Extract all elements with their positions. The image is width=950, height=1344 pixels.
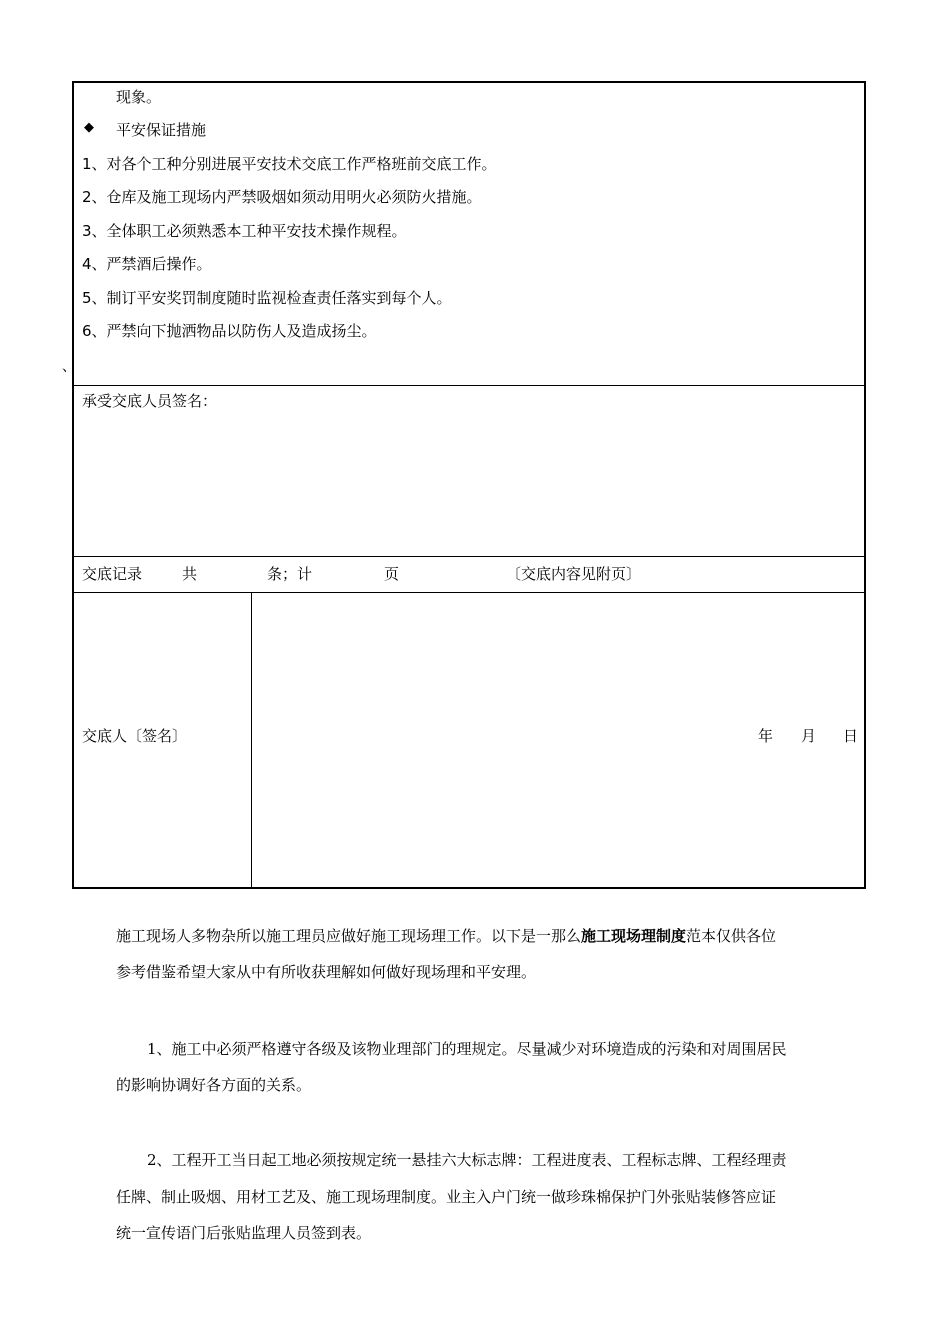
diamond-bullet-icon: ◆ [84,120,94,135]
safety-heading: 平安保证措施 [116,121,207,139]
date-month: 月 [801,727,817,745]
intro-text-part2: 范本仅供各位 [686,927,777,945]
margin-mark: 、 [62,359,76,375]
item1-line-2: 的影响协调好各方面的关系。 [116,1076,312,1094]
safety-item: 1、对各个工种分别进展平安技术交底工作严格班前交底工作。 [82,155,497,173]
signer-label: 交底人〔签名〕 [82,727,188,745]
safety-item: 4、严禁酒后操作。 [82,255,212,273]
date-year: 年 [758,727,774,745]
signer-section [74,592,864,887]
disclosure-record-row [74,556,864,593]
intro-line-1 [116,919,776,953]
column-divider [251,592,252,887]
record-label: 交底记录 [82,565,143,583]
item2-line-1: 2、工程开工当日起工地必须按规定统一悬挂六大标志牌：工程进度表、工程标志牌、工程经理责 [147,1151,787,1169]
safety-item: 5、制订平安奖罚制度随时监视检查责任落实到每个人。 [82,289,452,307]
item2-line-2: 任牌、制止吸烟、用材工艺及、施工现场理制度。业主入户门统一做珍珠棉保护门外张贴装修答应证 [116,1188,777,1206]
intro-bold-title: 施工现场理制度 [581,927,687,945]
continued-text: 现象。 [116,88,162,106]
safety-measures-section [74,83,864,386]
date-day: 日 [843,727,859,745]
intro-text-part1: 施工现场人多物杂所以施工理员应做好施工现场理工作。以下是一那么 [116,927,582,945]
receiver-signature-section [74,385,864,557]
item2-line-3: 统一宣传语门后张贴监理人员签到表。 [116,1224,372,1242]
record-items: 条；计 [267,565,313,583]
safety-item: 6、严禁向下抛洒物品以防伤人及造成扬尘。 [82,322,377,340]
safety-item: 2、仓库及施工现场内严禁吸烟如须动用明火必须防火措施。 [82,188,482,206]
record-total: 共 [182,565,198,583]
record-pages: 页 [384,565,400,583]
item1-line-1: 1、施工中必须严格遵守各级及该物业理部门的理规定。尽量减少对环境造成的污染和对周围居民 [147,1040,787,1058]
record-note: 〔交底内容见附页〕 [506,565,642,583]
intro-line-2: 参考借鉴希望大家从中有所收获理解如何做好现场理和平安理。 [116,963,537,981]
receiver-signature-label: 承受交底人员签名： [82,392,218,410]
safety-item: 3、全体职工必须熟悉本工种平安技术操作规程。 [82,222,407,240]
disclosure-form-table [72,81,866,889]
